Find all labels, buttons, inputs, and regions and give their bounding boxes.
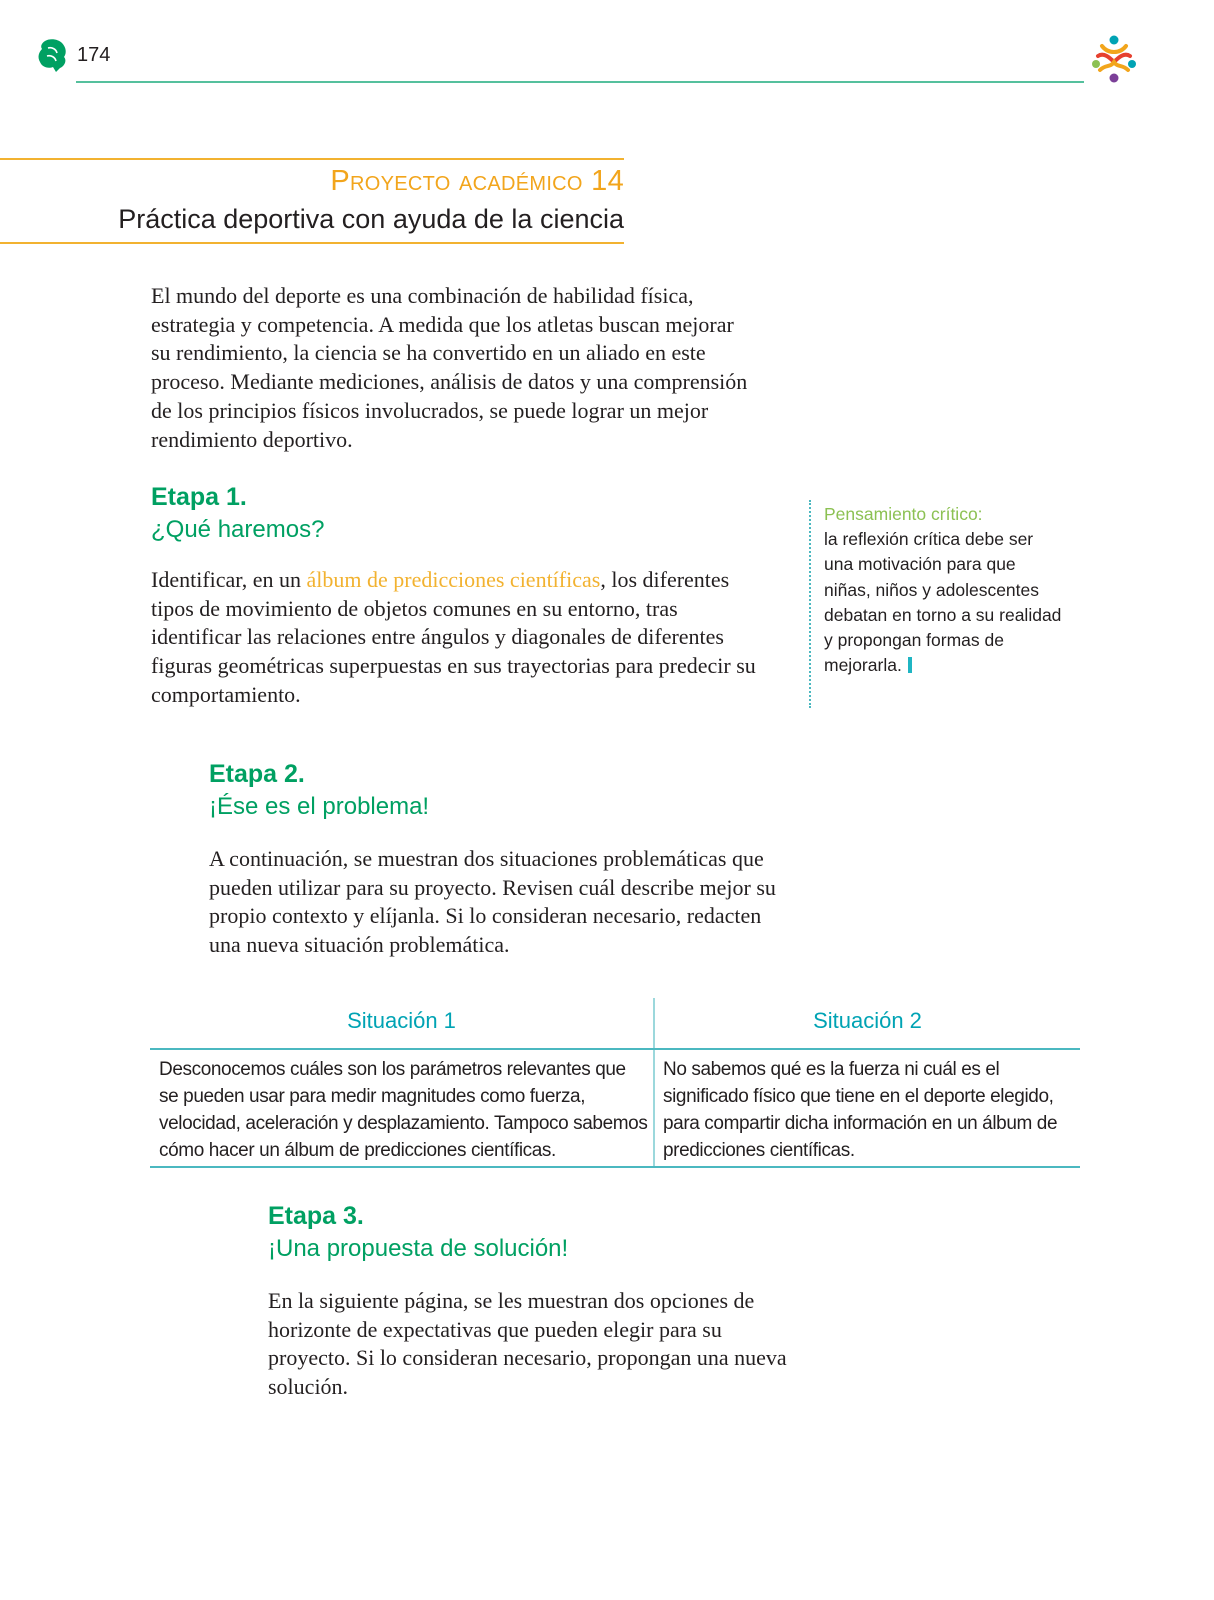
stage2-paragraph: A continuación, se muestran dos situaciones problemáticas que pueden utilizar para su proyecto. Revisen cuál describe mejor su propio contexto y elíjanla. Si lo consideran necesario, redacten una nueva situación problemática.	[209, 846, 776, 958]
table-bottom-rule	[150, 1166, 1080, 1168]
situations-table	[150, 998, 1080, 1168]
stage1-heading: Etapa 1.	[151, 483, 247, 511]
stage3-heading: Etapa 3.	[268, 1202, 364, 1230]
title-rule-bottom	[0, 242, 624, 244]
table-header-rule	[150, 1048, 1080, 1050]
end-mark-icon	[908, 657, 912, 673]
book-logo-icon	[36, 38, 70, 74]
header-rule	[76, 81, 1084, 83]
page-number: 174	[77, 44, 111, 66]
situation2-header: Situación 2	[813, 1008, 922, 1033]
sidebar-body: la reflexión crítica debe ser una motivación para que niñas, niños y adolescentes debatan en torno a su realidad y propongan formas de mejorarla.	[824, 529, 1062, 676]
title-rule-top	[0, 158, 624, 160]
stage3-paragraph: En la siguiente página, se les muestran dos opciones de horizonte de expectativas que pueden elegir para su proyecto. Si lo consideran necesario, propongan una nueva solución.	[268, 1288, 787, 1400]
project-label: Proyecto académico 14	[330, 165, 624, 197]
stage1-subtitle: ¿Qué haremos?	[151, 516, 325, 543]
stage1-text-before: Identificar, en un	[151, 567, 307, 592]
stage2-subtitle: ¡Ése es el problema!	[209, 793, 430, 820]
sidebar-note	[824, 502, 1064, 678]
sidebar-heading: Pensamiento crítico:	[824, 504, 983, 524]
sidebar-dotted-rule	[809, 500, 811, 708]
community-logo-icon	[1088, 34, 1140, 84]
project-title: Práctica deportiva con ayuda de la ciencia	[118, 204, 624, 234]
stage2-heading: Etapa 2.	[209, 760, 305, 788]
situation2-cell: No sabemos qué es la fuerza ni cuál es el significado físico que tiene en el deporte elegido, para compartir dicha información en un álbum de predicciones científicas.	[663, 1059, 1058, 1161]
stage1-paragraph	[151, 566, 771, 710]
situation1-header: Situación 1	[347, 1008, 456, 1033]
situation1-cell: Desconocemos cuáles son los parámetros relevantes que se pueden usar para medir magnitudes como fuerza, velocidad, aceleración y desplazamiento. Tampoco sabemos cómo hacer un álbum de predicciones científicas.	[159, 1059, 648, 1161]
intro-paragraph: El mundo del deporte es una combinación de habilidad física, estrategia y competencia. A medida que los atletas buscan mejorar su rendimiento, la ciencia se ha convertido en un aliado en este proceso. Mediante mediciones, análisis de datos y una comprensión de los principios físicos involucrados, se puede lograr un mejor rendimiento deportivo.	[151, 283, 748, 452]
stage3-subtitle: ¡Una propuesta de solución!	[268, 1235, 569, 1262]
stage1-text-after: , los diferentes tipos de movimiento de objetos comunes en su entorno, tras identificar las relaciones entre ángulos y diagonales de diferentes figuras geométricas superpuestas en sus trayectorias para predecir su comportamiento.	[151, 567, 756, 707]
stage1-highlight: álbum de predicciones científicas	[306, 567, 601, 592]
